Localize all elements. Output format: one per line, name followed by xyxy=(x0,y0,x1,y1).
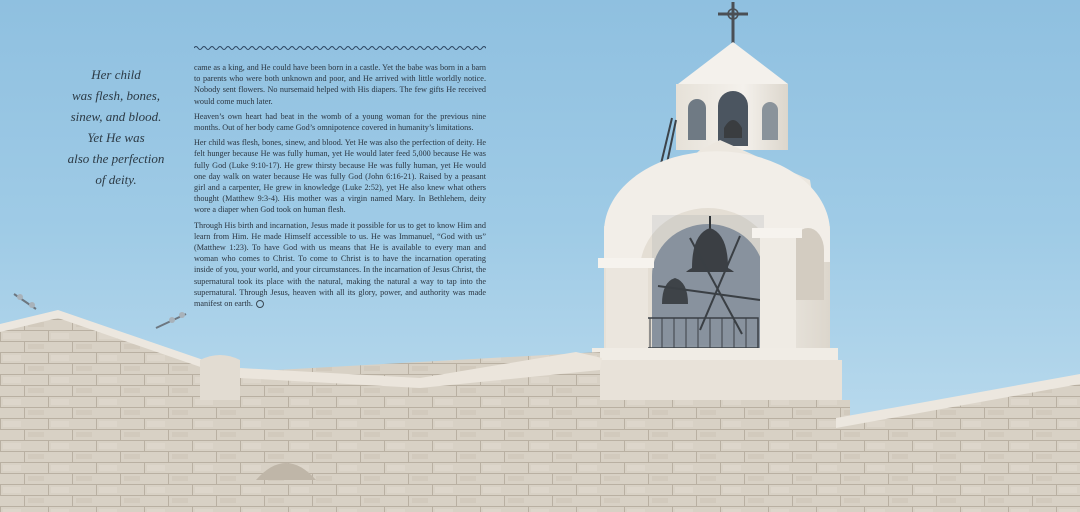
pull-quote xyxy=(60,64,172,190)
article-paragraph-last xyxy=(194,220,486,310)
wall-lamp-left xyxy=(14,294,36,309)
wavy-rule-divider xyxy=(194,44,486,52)
pull-quote-line: was flesh, bones, xyxy=(71,88,161,103)
cross-icon xyxy=(718,2,748,44)
article-paragraph: Through His birth and incarnation, Jesus made it possible for us to get to know Him and learn from Him. He made Himself accessible to us. He was Immanuel, “God with us” (Matthew 1:23). To have God with us means that He is available to every man and woman who comes to Christ. To come to Christ is to have the incarnation operating inside of you, your world, and your circumstances. In the incarnation of Jesus Christ, the supernatural took its place with the natural, making the natural a way to tap into the supernatural. Through Jesus, heaven with all its glory, power, and authority was made manifest on earth. xyxy=(194,220,486,309)
wall-lamp-right xyxy=(156,312,186,328)
pull-quote-line: Her child xyxy=(91,67,141,82)
article-paragraph: Heaven’s own heart had beat in the womb of a young woman for the previous nine months. Out of her body came God’s omnipotence covered in humanity’s limitations. xyxy=(194,111,486,133)
pull-quote-line: Yet He was xyxy=(87,130,145,145)
article-paragraph: came as a king, and He could have been born in a castle. Yet the babe was born in a barn to parents who were both unknown and poor, and He arrived with little worldly notice. Nobody sent flowers. No nursemaid helped with His diapers. The few gifts He received would come much later. xyxy=(194,63,486,106)
pull-quote-line: also the perfection xyxy=(67,151,165,166)
article-paragraph: Her child was flesh, bones, sinew, and blood. Yet He was also the perfection of deity. He felt hunger because He was fully human, yet He would later feed 5,000 because He was fully God (Luke 9:10-17). He grew thirsty because He was fully human, yet He would one day walk on water because He was fully God (John 6:16-21). Raised by a peasant girl and a carpenter, He grew in knowledge (Luke 2:52), yet He also knew what others thought (Matthew 9:3-4). His mother was a virgin named Mary. In Bethlehem, deity wore a diaper when God took on human flesh. xyxy=(194,138,486,215)
stone-wall xyxy=(0,310,1080,512)
bell-tower xyxy=(588,2,842,430)
end-mark-icon xyxy=(256,300,264,308)
pull-quote-line: of deity. xyxy=(95,172,137,187)
article-body xyxy=(194,62,486,313)
pull-quote-line: sinew, and blood. xyxy=(70,109,162,124)
